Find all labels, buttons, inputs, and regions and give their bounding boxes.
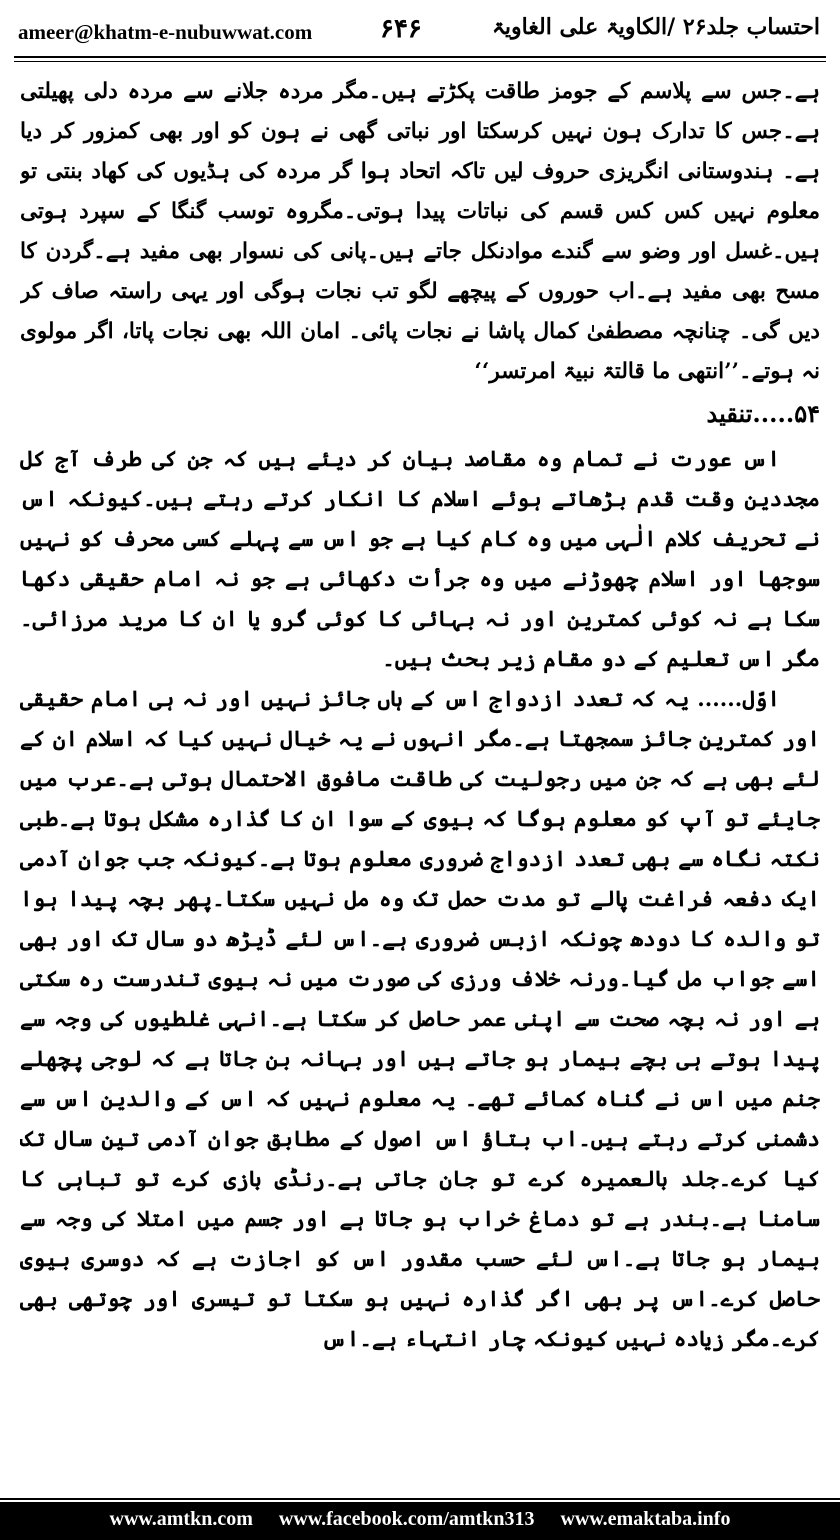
header-divider-thin (14, 61, 826, 62)
paragraph-3: اوّل...... یہ کہ تعدد ازدواج اس کے ہاں جائز نہیں اور نہ ہی امام حقیقی اور کمترین جائز سمجھتا ہے۔مگر انہوں نے یہ خیال نہیں کیا کہ اسلام ان کے لئے بھی ہے کہ جن میں رجولیت کی طاقت مافوق الاحتمال ہوتی ہے۔عرب میں جایئے تو آپ کو معلوم ہوگا کہ بیوی کے سوا ان کا گذارہ مشکل ہوتا ہے۔طبی نکتہ نگاہ سے بھی تعدد ازدواج ضروری معلوم ہوتا ہے۔کیونکہ جب جوان آدمی ایک دفعہ فراغت پالے تو مدت حمل تک وہ مل نہیں سکتا۔پھر بچہ پیدا ہوا تو والدہ کا دودھ چونکہ ازبس ضروری ہے۔اس لئے ڈیڑھ دو سال تک اور بھی اسے جواب مل گیا۔ورنہ خلاف ورزی کی صورت میں نہ بیوی تندرست رہ سکتی ہے اور نہ بچہ صحت سے اپنی عمر حاصل کر سکتا ہے۔انہی غلطیوں کی وجہ سے پیدا ہوتے ہی بچے بیمار ہو جاتے ہیں اور بہانہ بن جاتا ہے کہ لوجی پچھلے جنم میں اس نے گناہ کمائے تھے۔ یہ معلوم نہیں کہ اس کے والدین اس سے دشمنی کرتے رہتے ہیں۔اب بتاؤ اس اصول کے مطابق جوان آدمی تین سال تک کیا کرے۔جلد بالعمیرہ کرے تو جان جاتی ہے۔رنڈی بازی کرے تو تباہی کا سامنا ہے۔بندر ہے تو دماغ خراب ہو جاتا ہے اور جسم میں امتلا کی وجہ سے بیمار ہو جاتا ہے۔اس لئے حسب مقدور اس کو اجازت ہے کہ دوسری بیوی حاصل کرے۔اس پر بھی اگر گذارہ نہیں ہو سکتا تو تیسری اور چوتھی بھی کرے۔مگر زیادہ نہیں کیونکہ چار انتہاء ہے۔اس (20, 687, 820, 1352)
footer-links (0, 1508, 840, 1531)
header-divider (14, 56, 826, 58)
page-header (0, 0, 840, 60)
footer-link-facebook[interactable]: www.facebook.com/amtkn313 (278, 1508, 535, 1530)
header-email: ameer@khatm-e-nubuwwat.com (18, 20, 313, 44)
page-body (20, 72, 820, 1497)
section-heading: ۵۴.....تنقید (706, 399, 820, 428)
footer-link-amtkn[interactable]: www.amtkn.com (109, 1508, 253, 1530)
paragraph-2: اس عورت نے تمام وہ مقاصد بیان کر دیئے ہیں کہ جن کی طرف آج کل مجددین وقت قدم بڑھاتے ہوئے اسلام کا انکار کرتے رہتے ہیں۔کیونکہ اس نے تحریف کلام الٰہی میں وہ کام کیا ہے جو اس سے پہلے کسی محرف کو نہیں سوجھا اور اسلام چھوڑنے میں وہ جرأت دکھائی ہے جو نہ امام حقیقی دکھا سکا ہے نہ کوئی کمترین اور نہ بہائی کا کوئی گرو یا ان کا مرید مرزائی۔مگر اس تعلیم کے دو مقام زیر بحث ہیں۔ (20, 447, 820, 672)
page-number: ۶۴۶ (380, 14, 422, 44)
footer-divider (0, 1498, 840, 1500)
paragraph-1: ہے۔جس سے پلاسم کے جومز طاقت پکڑتے ہیں۔مگر مردہ جلانے سے مردہ دلی پھیلتی ہے۔جس کا تدارک ہون نہیں کرسکتا اور نباتی گھی نے ہون کو اور بھی کمزور کر دیا ہے۔ ہندوستانی انگریزی حروف لیں تاکہ اتحاد ہوا گر مردہ کی ہڈیوں کی کھاد بنتی تو معلوم نہیں کس کس قسم کی نباتات پیدا ہوتی۔مگروہ توسب گنگا کے سپرد ہوتی ہیں۔غسل اور وضو سے گندے موادنکل جاتے ہیں۔پانی کی نسوار بھی مفید ہے۔گردن کا مسح بھی مفید ہے۔اب حوروں کے پیچھے لگو تب نجات ہوگی اور یہی راستہ صاف کر دیں گی۔ چنانچہ مصطفیٰ کمال پاشا نے نجات پائی۔ امان اللہ بھی نجات پاتا، اگر مولوی نہ ہوتے۔’’انتھی ما قالتۃ نبیۃ امرتسر‘‘ (20, 79, 820, 384)
footer-link-emaktaba[interactable]: www.emaktaba.info (560, 1508, 731, 1530)
book-title: احتساب جلد۲۶ /الکاویۃ علی الغاویۃ (492, 14, 820, 40)
